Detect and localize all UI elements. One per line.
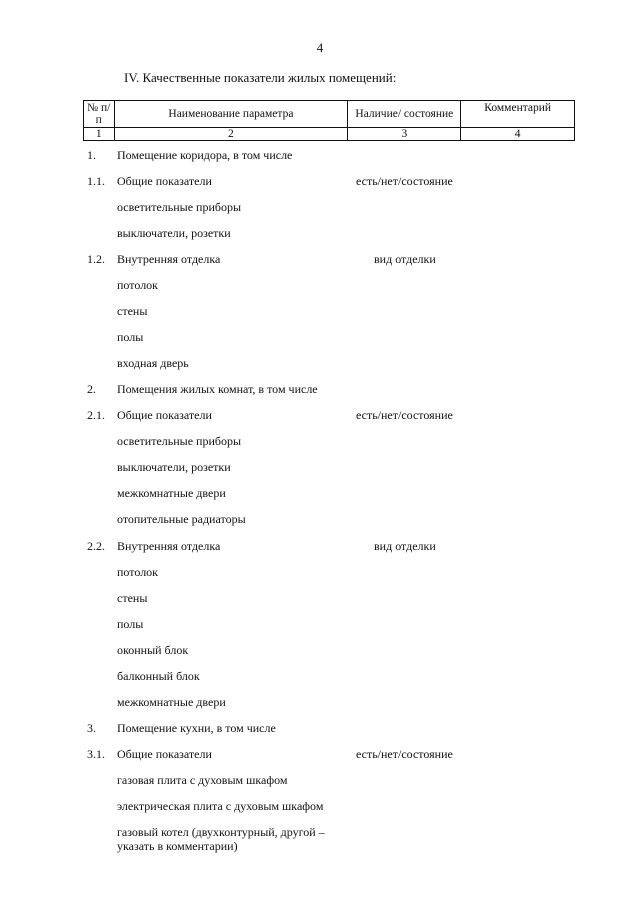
row-name: потолок bbox=[117, 278, 159, 292]
row-number: 2.2. bbox=[87, 539, 105, 553]
row-name: входная дверь bbox=[117, 356, 189, 370]
row-name: Внутренняя отделка bbox=[117, 252, 221, 266]
row-value: есть/нет/состояние bbox=[356, 747, 453, 761]
header-num-4: 4 bbox=[461, 128, 575, 141]
row-name: газовый котел (двухконтурный, другой – указать в комментарии) bbox=[117, 825, 325, 853]
row-number: 2. bbox=[87, 382, 96, 396]
row-name: Общие показатели bbox=[117, 747, 212, 761]
row-number: 1.1. bbox=[87, 174, 105, 188]
row-name: Внутренняя отделка bbox=[117, 539, 221, 553]
row-name: выключатели, розетки bbox=[117, 226, 231, 240]
row-name: осветительные приборы bbox=[117, 200, 242, 214]
row-name: оконный блок bbox=[117, 643, 189, 657]
header-col-number: № п/п bbox=[84, 101, 115, 128]
header-num-1: 1 bbox=[84, 128, 115, 141]
header-num-2: 2 bbox=[114, 128, 348, 141]
row-number: 2.1. bbox=[87, 408, 105, 422]
row-name: межкомнатные двери bbox=[117, 486, 226, 500]
row-value: есть/нет/состояние bbox=[356, 174, 453, 188]
row-value: вид отделки bbox=[374, 252, 436, 266]
table-header bbox=[83, 100, 575, 141]
row-name: балконный блок bbox=[117, 669, 200, 683]
row-number: 3. bbox=[87, 721, 96, 735]
header-col-status: Наличие/ состояние bbox=[348, 101, 461, 128]
row-name: газовая плита с духовым шкафом bbox=[117, 773, 288, 787]
row-name: Помещение кухни, в том числе bbox=[117, 721, 276, 735]
row-name: электрическая плита с духовым шкафом bbox=[117, 799, 324, 813]
row-name: стены bbox=[117, 304, 148, 318]
row-name: стены bbox=[117, 591, 148, 605]
section-title: IV. Качественные показатели жилых помещений: bbox=[124, 70, 397, 85]
row-number: 1.2. bbox=[87, 252, 105, 266]
row-name: осветительные приборы bbox=[117, 434, 242, 448]
row-name: межкомнатные двери bbox=[117, 695, 226, 709]
header-col-parameter: Наименование параметра bbox=[114, 101, 348, 128]
row-name: полы bbox=[117, 330, 144, 344]
row-number: 1. bbox=[87, 148, 96, 162]
row-value: вид отделки bbox=[374, 539, 436, 553]
row-name: Помещение коридора, в том числе bbox=[117, 148, 293, 162]
row-name: полы bbox=[117, 617, 144, 631]
row-name: Общие показатели bbox=[117, 174, 212, 188]
row-name: отопительные радиаторы bbox=[117, 512, 246, 526]
row-number: 3.1. bbox=[87, 747, 105, 761]
row-name: выключатели, розетки bbox=[117, 460, 231, 474]
page-number: 4 bbox=[316, 40, 324, 55]
header-col-comment: Комментарий bbox=[461, 101, 575, 128]
header-num-3: 3 bbox=[348, 128, 461, 141]
row-name: потолок bbox=[117, 565, 159, 579]
row-name: Помещения жилых комнат, в том числе bbox=[117, 382, 318, 396]
row-name: Общие показатели bbox=[117, 408, 212, 422]
row-value: есть/нет/состояние bbox=[356, 408, 453, 422]
